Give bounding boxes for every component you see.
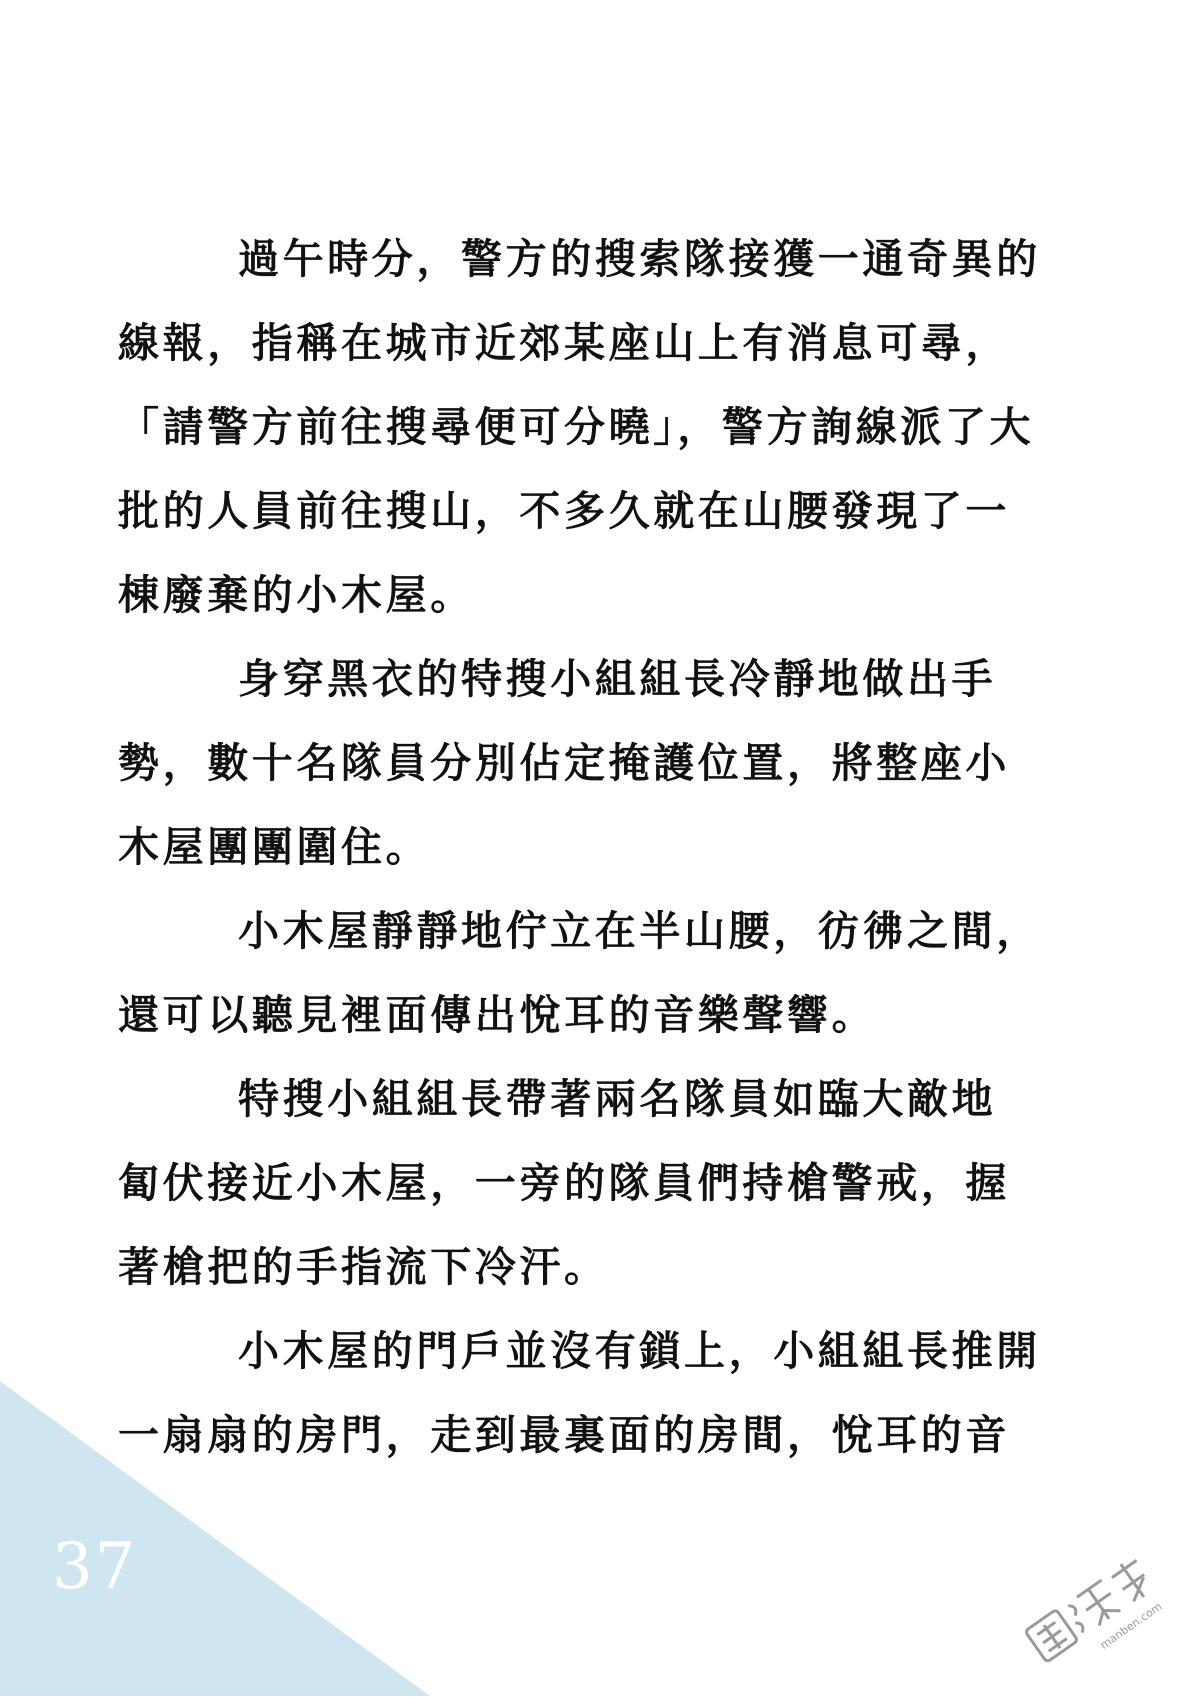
text-line: 還可以聽見裡面傳出悅耳的音樂聲響。 [118, 991, 877, 1039]
text-line: 身穿黑衣的特搜小組組長冷靜地做出手 [238, 655, 997, 703]
text-line: 線報，指稱在城市近郊某座山上有消息可尋， [118, 319, 1010, 367]
text-line: 過午時分，警方的搜索隊接獲一通奇異的 [238, 235, 1041, 283]
text-line: 一扇扇的房門，走到最裏面的房間，悅耳的音 [118, 1411, 1010, 1459]
text-line: 小木屋的門戶並沒有鎖上，小組組長推開 [238, 1327, 1041, 1375]
text-line: 著槍把的手指流下冷汗。 [118, 1243, 609, 1291]
watermark-url: manben.com [1097, 1599, 1165, 1652]
text-line: 棟廢棄的小木屋。 [118, 571, 475, 619]
page-number: 37 [52, 1530, 138, 1604]
text-line: 批的人員前往搜山，不多久就在山腰發現了一 [118, 487, 1010, 535]
text-line: 匐伏接近小木屋，一旁的隊員們持槍警戒，握 [118, 1159, 1010, 1207]
text-line: 勢，數十名隊員分別佔定掩護位置，將整座小 [118, 739, 1010, 787]
text-line: 特搜小組組長帶著兩名隊員如臨大敵地 [238, 1075, 997, 1123]
watermark-logo [997, 1516, 1189, 1700]
text-line: 木屋團團圍住。 [118, 823, 431, 871]
body-text [118, 235, 1082, 1498]
text-line: 「請警方前往搜尋便可分曉」，警方詢線派了大 [118, 403, 1035, 451]
text-line: 小木屋靜靜地佇立在半山腰，彷彿之間， [238, 907, 1041, 955]
